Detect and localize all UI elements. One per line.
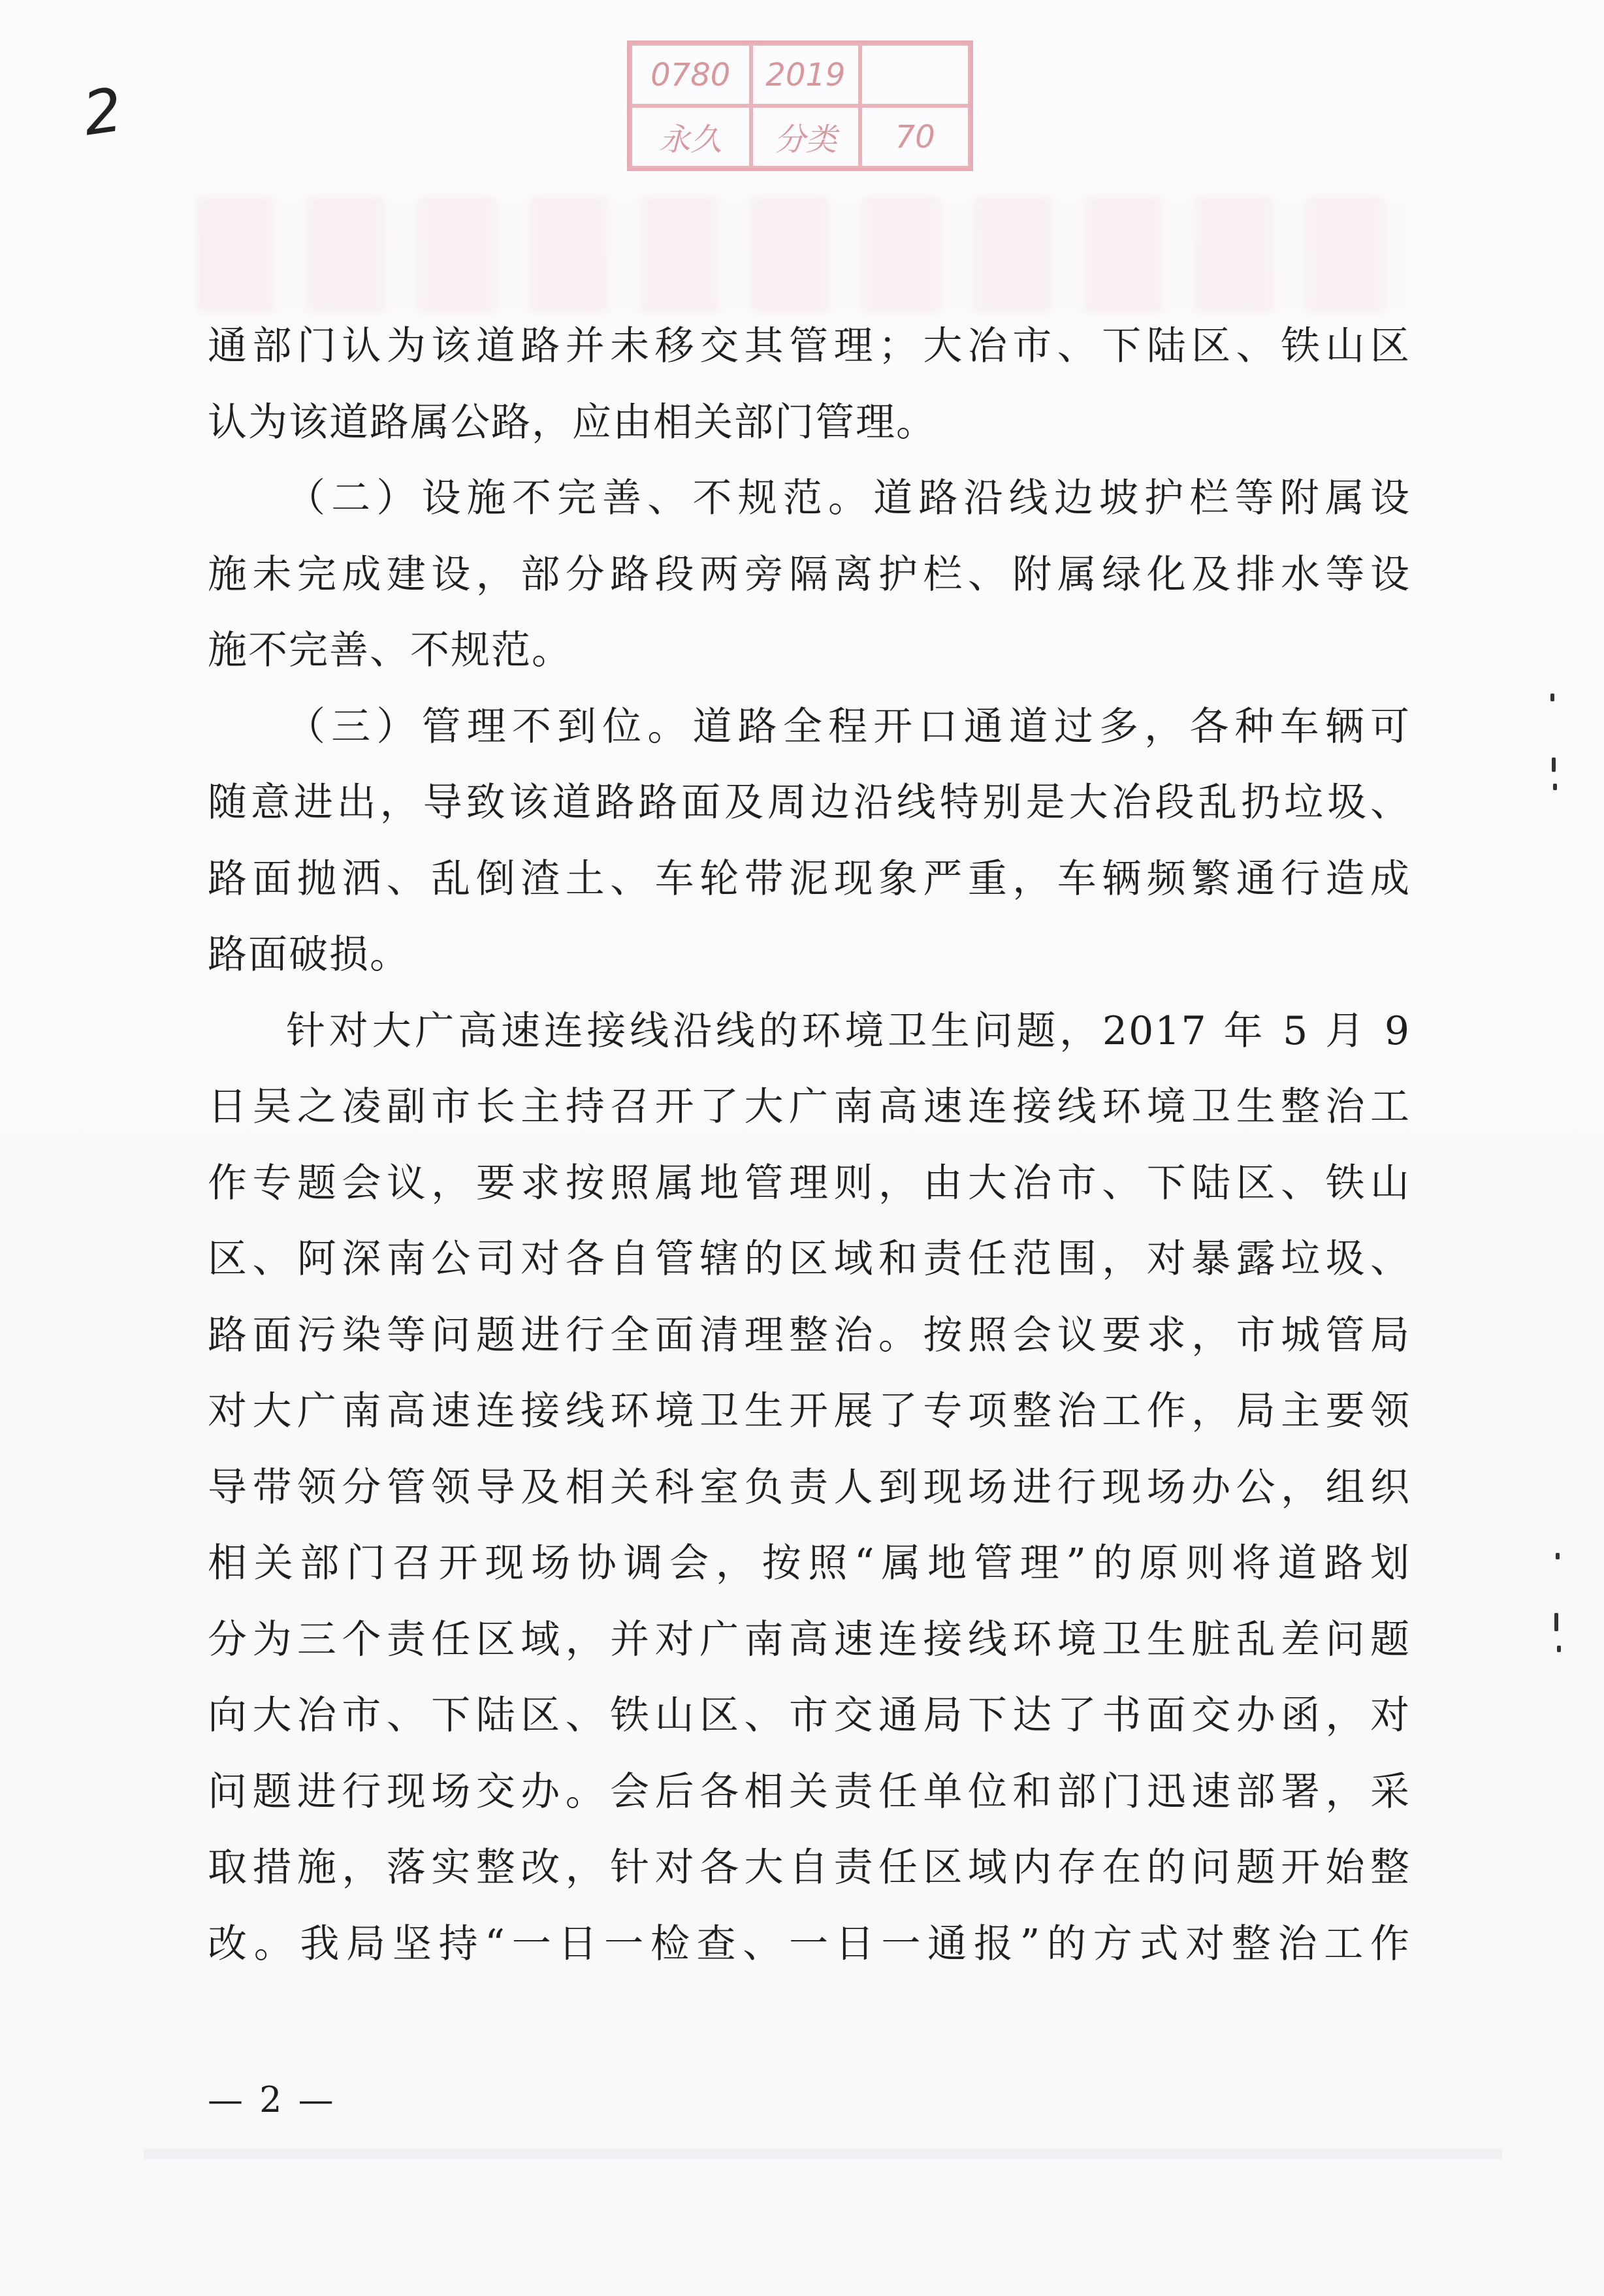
stamp-cell (860, 44, 970, 106)
body-line: 取措施，落实整改，针对各大自责任区域内存在的问题开始整 (208, 1845, 1411, 1890)
scan-artifact (1553, 784, 1557, 790)
body-line: 针对大广高速连接线沿线的环境卫生问题，2017 年 5 月 9 (286, 1008, 1411, 1054)
scan-artifact (1554, 1613, 1558, 1631)
body-line: 问题进行现场交办。会后各相关责任单位和部门迅速部署，采 (208, 1768, 1411, 1815)
body-line: （二）设施不完善、不规范。道路沿线边坡护栏等附属设 (286, 475, 1411, 521)
body-line: 向大冶市、下陆区、铁山区、市交通局下达了书面交办函，对 (208, 1693, 1411, 1738)
scan-edge-band (144, 2148, 1502, 2159)
body-line: 日吴之凌副市长主持召开了大广南高速连接线环境卫生整治工 (208, 1084, 1411, 1130)
scan-artifact (1556, 1553, 1560, 1559)
body-line: 路面抛洒、乱倒渣土、车轮带泥现象严重，车辆频繁通行造成 (208, 855, 1411, 902)
handwritten-page-mark: 2 (78, 74, 127, 150)
body-line: 通部门认为该道路并未移交其管理；大冶市、下陆区、铁山区 (208, 323, 1411, 369)
body-line: （三）管理不到位。道路全程开口通道过多，各种车辆可 (286, 703, 1411, 750)
body-line: 分为三个责任区域，并对广南高速连接线环境卫生脏乱差问题 (208, 1616, 1411, 1663)
body-line: 作专题会议，要求按照属地管理则，由大冶市、下陆区、铁山 (208, 1160, 1411, 1206)
page-number: — 2 — (208, 2079, 336, 2120)
body-line: 随意进出，导致该道路路面及周边沿线特别是大冶段乱扔垃圾、 (208, 780, 1411, 825)
body-line: 施不完善、不规范。 (208, 628, 572, 673)
scan-artifact (1557, 1646, 1561, 1652)
body-line: 路面污染等问题进行全面清理整治。按照会议要求，市城管局 (208, 1312, 1411, 1358)
body-line: 施未完成建设，部分路段两旁隔离护栏、附属绿化及排水等设 (208, 551, 1411, 598)
stamp-cell: 2019 (751, 44, 861, 106)
body-line: 区、阿深南公司对各自管辖的区域和责任范围，对暴露垃圾、 (208, 1236, 1411, 1282)
header-bleed-through (196, 196, 1411, 313)
body-line: 路面破损。 (208, 932, 410, 978)
body-line: 认为该道路属公路，应由相关部门管理。 (208, 399, 937, 445)
body-line: 改。我局坚持“一日一检查、一日一通报”的方式对整治工作 (208, 1921, 1411, 1967)
archive-stamp (627, 40, 973, 171)
body-line: 对大广南高速连接线环境卫生开展了专项整治工作，局主要领 (208, 1388, 1411, 1434)
stamp-cell: 70 (860, 106, 970, 168)
stamp-cell: 分类 (751, 106, 861, 168)
body-line: 导带领分管领导及相关科室负责人到现场进行现场办公，组织 (208, 1464, 1411, 1510)
body-line: 相关部门召开现场协调会，按照“属地管理”的原则将道路划 (208, 1540, 1411, 1586)
scan-artifact (1552, 757, 1556, 772)
stamp-cell: 永久 (630, 106, 751, 168)
stamp-cell: 0780 (630, 44, 751, 106)
scan-artifact (1550, 694, 1554, 701)
body-text (208, 308, 1411, 1982)
